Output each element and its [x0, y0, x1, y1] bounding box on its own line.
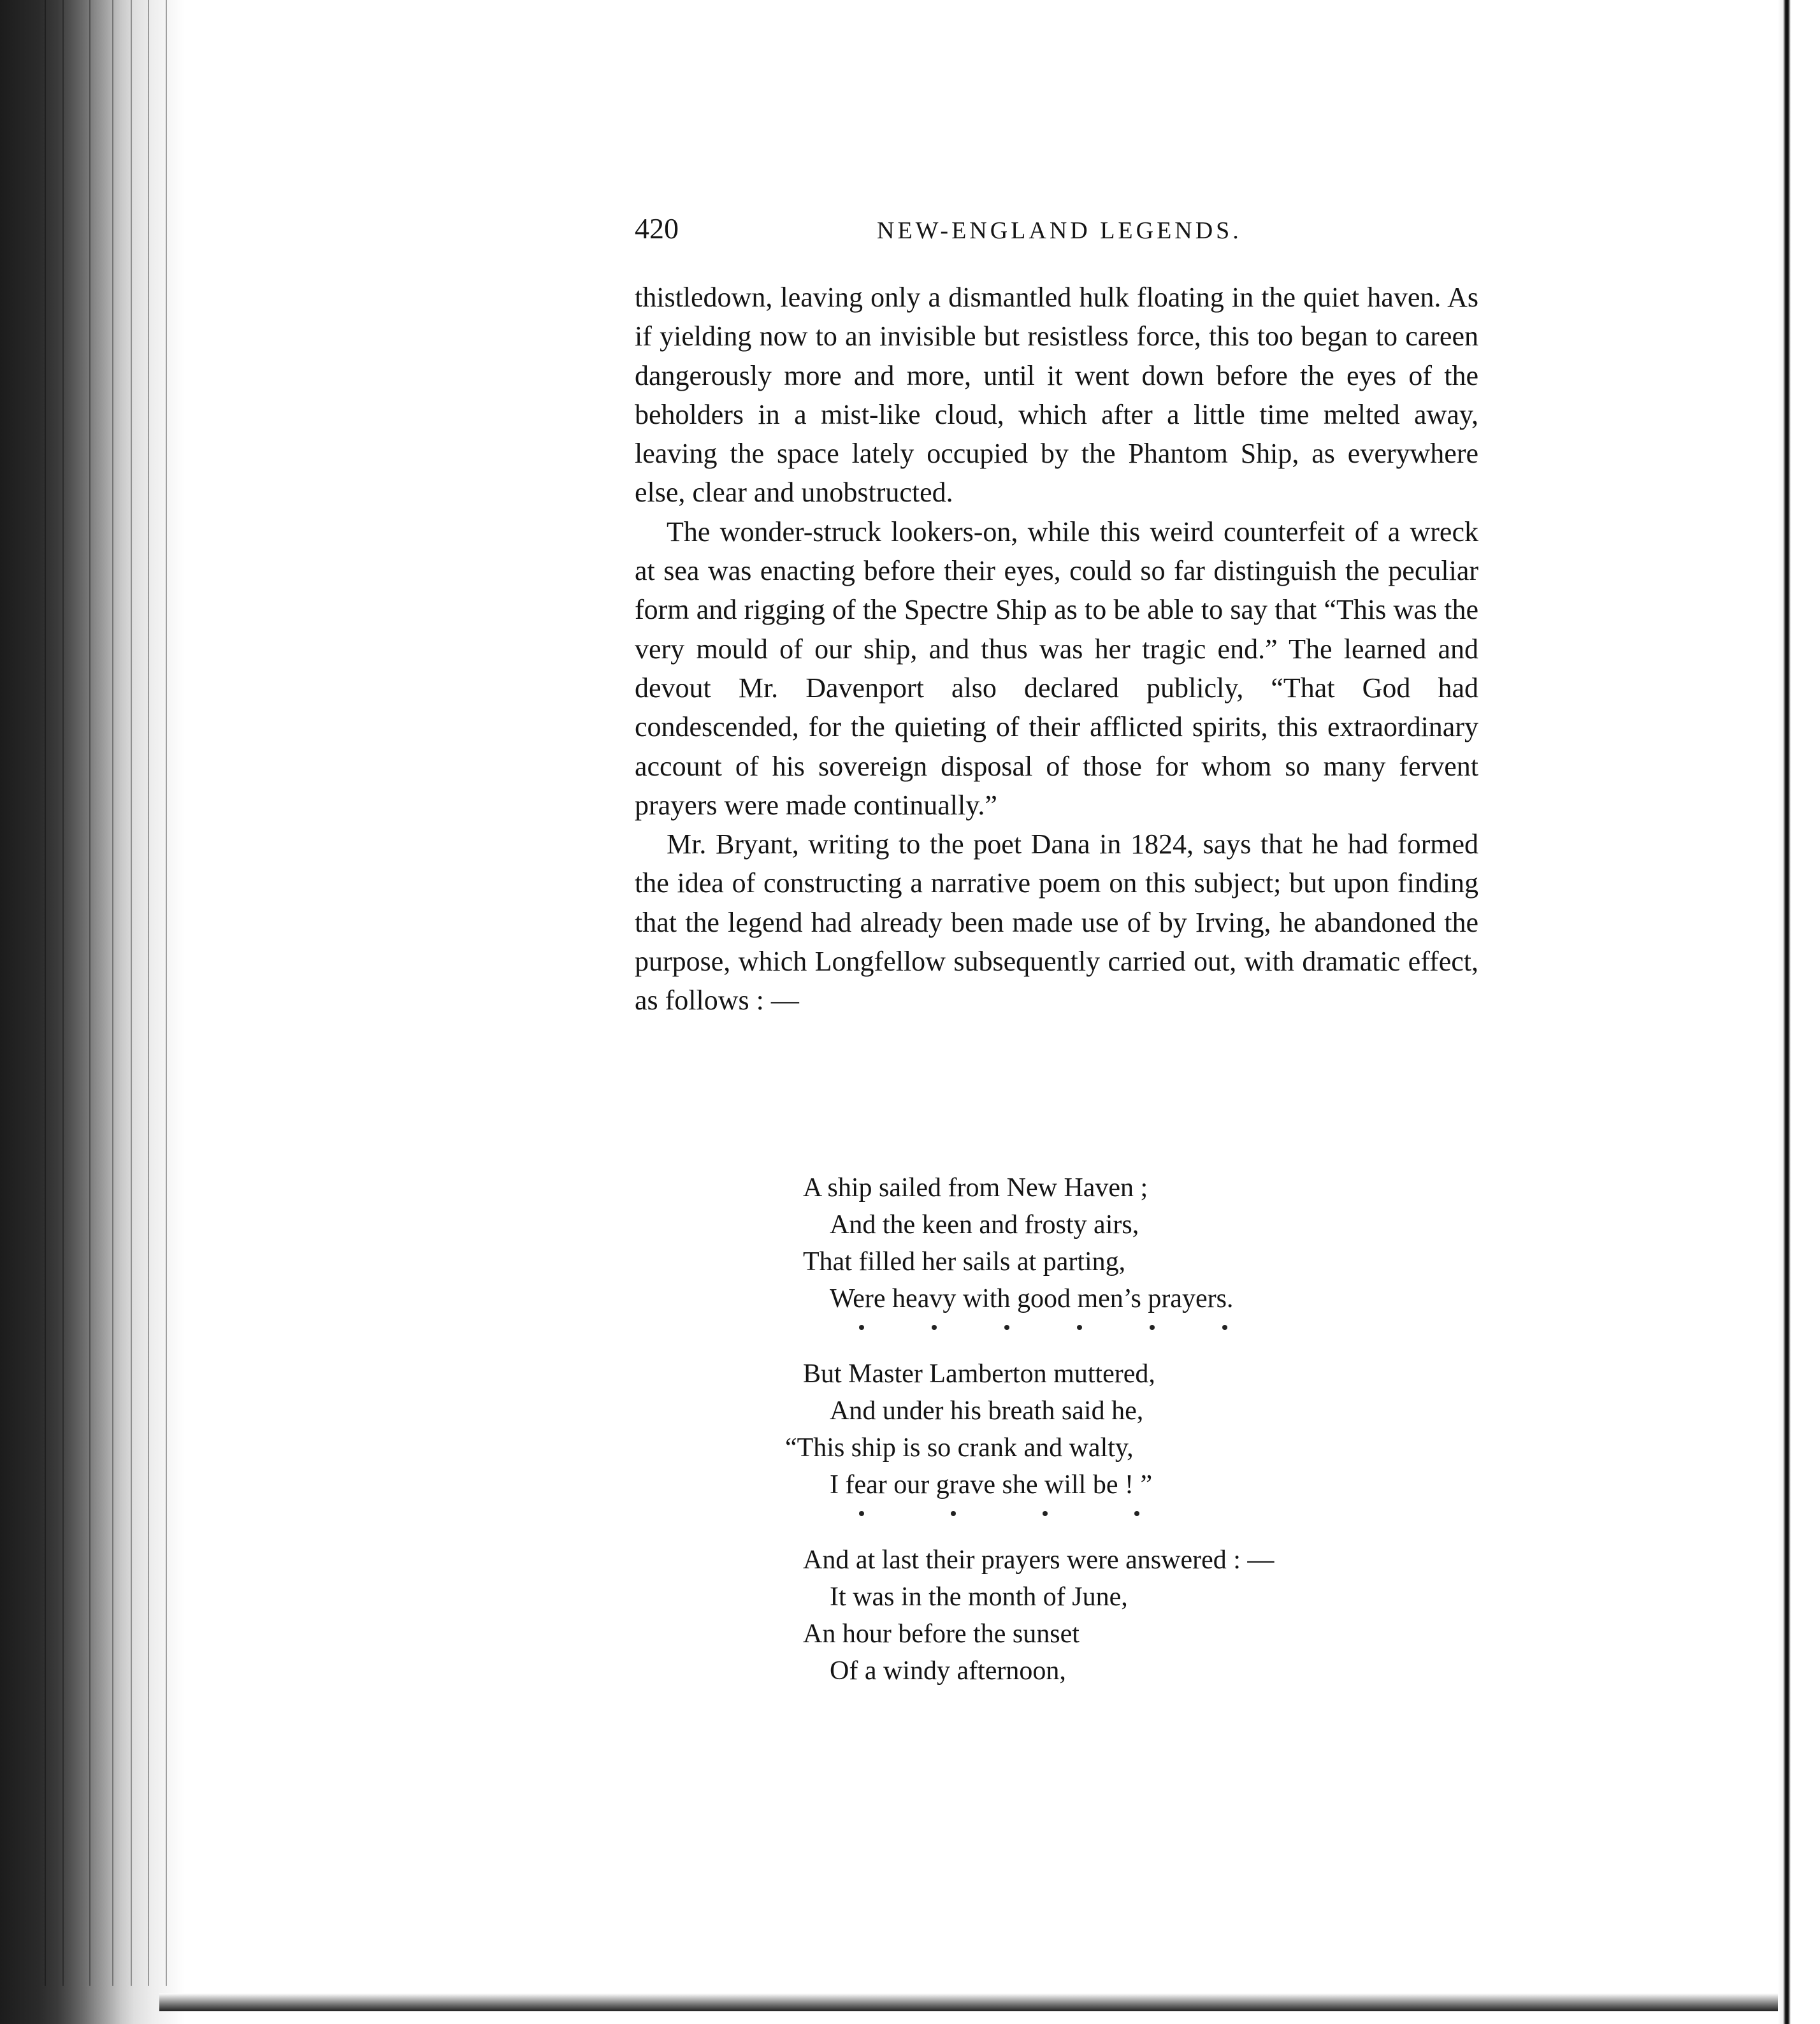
ellipsis-dots — [803, 1503, 1376, 1542]
poem-line: And under his breath said he, — [830, 1396, 1144, 1426]
page-bottom-edge — [159, 1993, 1782, 2011]
poem-line: An hour before the sunset — [803, 1619, 1080, 1649]
ellipsis-dots — [803, 1317, 1376, 1355]
running-head — [635, 212, 1463, 250]
running-title: NEW-ENGLAND LEGENDS. — [877, 217, 1242, 244]
stanza-1 — [803, 1169, 1376, 1317]
poem-line: Were heavy with good men’s prayers. — [830, 1284, 1234, 1313]
stanza-2 — [785, 1355, 1376, 1503]
poem-line: Of a windy afternoon, — [830, 1656, 1066, 1686]
stanza-3 — [803, 1542, 1376, 1689]
book-edge — [0, 0, 185, 2024]
poem-line: And at last their prayers were answered : — — [803, 1545, 1275, 1575]
poem-line: And the keen and frosty airs, — [830, 1210, 1139, 1240]
poem-line: It was in the month of June, — [830, 1582, 1128, 1612]
page-right-edge — [1778, 0, 1820, 2024]
poem-line: But Master Lamberton muttered, — [803, 1359, 1155, 1389]
body-text — [635, 278, 1478, 1020]
poem-line: A ship sailed from New Haven ; — [803, 1173, 1148, 1203]
paragraph-2: The wonder-struck lookers-on, while this weird counterfeit of a wreck at sea was enacting before their eyes, could so far distinguish the peculiar form and rigging of the Spectre Ship as to be able to say that “This was the very mould of our ship, and thus was her tragic end.” The learned and devout Mr. Davenport also declared publicly, “That God had condescended, for the quieting of their afflicted spirits, this extraordinary account of his sovereign disposal of those for whom so many fervent prayers were made continually.” — [635, 516, 1478, 821]
poem — [785, 1169, 1376, 1689]
poem-line: I fear our grave she will be ! ” — [830, 1470, 1153, 1500]
paragraph-1: thistledown, leaving only a dismantled hulk floating in the quiet haven. As if yielding now to an invisible but resistless force, this too began to careen dangerously more and more, until it went down before the eyes of the beholders in a mist-like cloud, which after a little time melted away, leaving the space lately occupied by the Phantom Ship, as everywhere else, clear and unobstructed. — [635, 282, 1478, 509]
poem-line: “This ship is so crank and walty, — [785, 1433, 1134, 1463]
poem-line: That filled her sails at parting, — [803, 1247, 1126, 1276]
page-number: 420 — [635, 212, 679, 245]
paragraph-3: Mr. Bryant, writing to the poet Dana in 1824, says that he had formed the idea of constructing a narrative poem on this subject; but upon finding that the legend had already been made use of by Irving, he abandoned the purpose, which Longfellow subsequently carried out, with dramatic effect, as follows : — — [635, 828, 1478, 1016]
